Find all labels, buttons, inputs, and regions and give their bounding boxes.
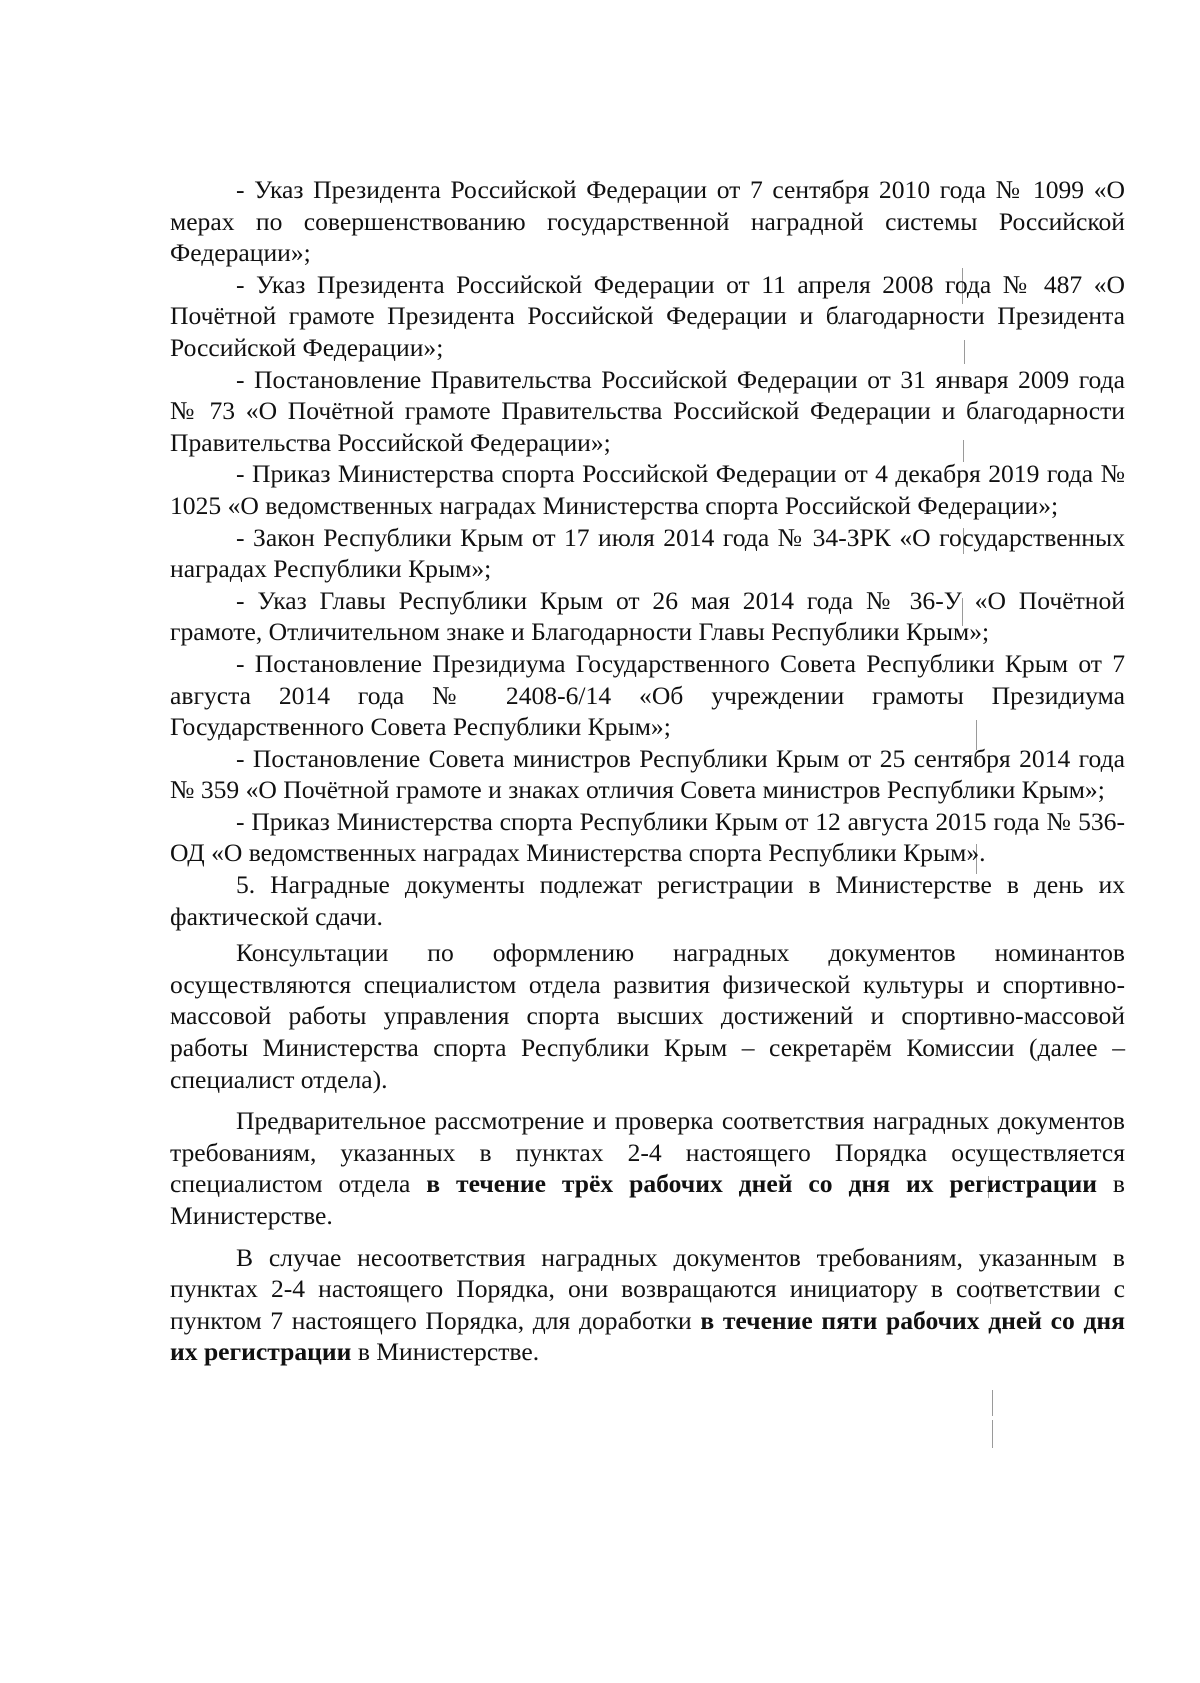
paragraph-order-536-od — [170, 806, 1125, 869]
paragraph-decree-487 — [170, 269, 1125, 364]
paragraph-text: в Министерстве. — [351, 1337, 540, 1367]
paragraph-text: Предварительное рассмотрение и проверка соответствия наградных документов требованиям, указанных в пунктах 2-4 настоящего Порядка осуществляется специалистом отдела — [170, 1106, 1125, 1199]
paragraph-preliminary-review — [170, 1105, 1125, 1231]
paragraph-order-1025 — [170, 458, 1125, 521]
paragraph-text: - Приказ Министерства спорта Республики Крым от 12 августа 2015 года № 536-ОД «О ведомственных наградах Министерства спорта Республики Крым». — [170, 806, 1125, 868]
paragraph-item-5 — [170, 869, 1125, 932]
paragraph-text: В случае несоответствия наградных документов требованиям, указанным в пунктах 2-4 настоящего Порядка, они возвращаются инициатору в соответствии с пунктом 7 настоящего Порядка, для доработки — [170, 1242, 1125, 1335]
scan-artifact-line — [992, 1390, 993, 1416]
paragraph-resolution-359 — [170, 743, 1125, 806]
paragraph-bold-text: в течение пяти рабочих дней со дня их регистрации — [170, 1305, 1125, 1367]
paragraph-text: - Постановление Президиума Государственного Совета Республики Крым от 7 августа 2014 года № 2408-6/14 «Об учреждении грамоты Президиума Государственного Совета Республики Крым»; — [170, 648, 1125, 742]
paragraph-text: - Указ Президента Российской Федерации от 11 апреля 2008 года № 487 «О Почётной грамоте Президента Российской Федерации и благодарности Президента Российской Федерации»; — [170, 269, 1125, 362]
document-body — [170, 174, 1125, 1368]
paragraph-bold-text: в течение трёх рабочих дней со дня их регистрации — [426, 1169, 1097, 1199]
paragraph-text: - Приказ Министерства спорта Российской Федерации от 4 декабря 2019 года № 1025 «О ведомственных наградах Министерства спорта Российской Федерации»; — [170, 459, 1125, 520]
paragraph-law-34-zrk — [170, 522, 1125, 585]
paragraph-nonconformity — [170, 1242, 1125, 1368]
paragraph-consultations — [170, 937, 1125, 1095]
paragraph-text: Консультации по оформлению наградных документов номинантов осуществляются специалистом отдела развития физической культуры и спортивно-массовой работы управления спорта высших достижений и спортивно-массовой работы Министерства спорта Республики Крым – секретарём Комиссии (далее – специалист отдела). — [170, 938, 1125, 1094]
paragraph-text: - Закон Республики Крым от 17 июля 2014 года № 34-ЗРК «О государственных наградах Республики Крым»; — [170, 522, 1125, 584]
paragraph-decree-1099 — [170, 174, 1125, 269]
paragraph-text: - Указ Президента Российской Федерации от 7 сентября 2010 года № 1099 «О мерах по совершенствованию государственной наградной системы Российской Федерации»; — [170, 175, 1125, 268]
paragraph-text: - Постановление Правительства Российской Федерации от 31 января 2009 года № 73 «О Почётной грамоте Правительства Российской Федерации и благодарности Правительства Российской Федерации»; — [170, 364, 1125, 457]
paragraph-text: в Министерстве. — [170, 1169, 1125, 1230]
paragraph-resolution-2408 — [170, 648, 1125, 743]
scan-artifact-line — [992, 1420, 993, 1448]
paragraph-text: - Указ Главы Республики Крым от 26 мая 2014 года № 36-У «О Почётной грамоте, Отличительном знаке и Благодарности Главы Республики Крым»; — [170, 585, 1125, 647]
paragraph-text: - Постановление Совета министров Республики Крым от 25 сентября 2014 года № 359 «О Почётной грамоте и знаках отличия Совета министров Республики Крым»; — [170, 743, 1125, 805]
paragraph-text: 5. Наградные документы подлежат регистрации в Министерстве в день их фактической сдачи. — [170, 870, 1125, 931]
paragraph-decree-36-u — [170, 585, 1125, 648]
paragraph-resolution-73 — [170, 364, 1125, 459]
